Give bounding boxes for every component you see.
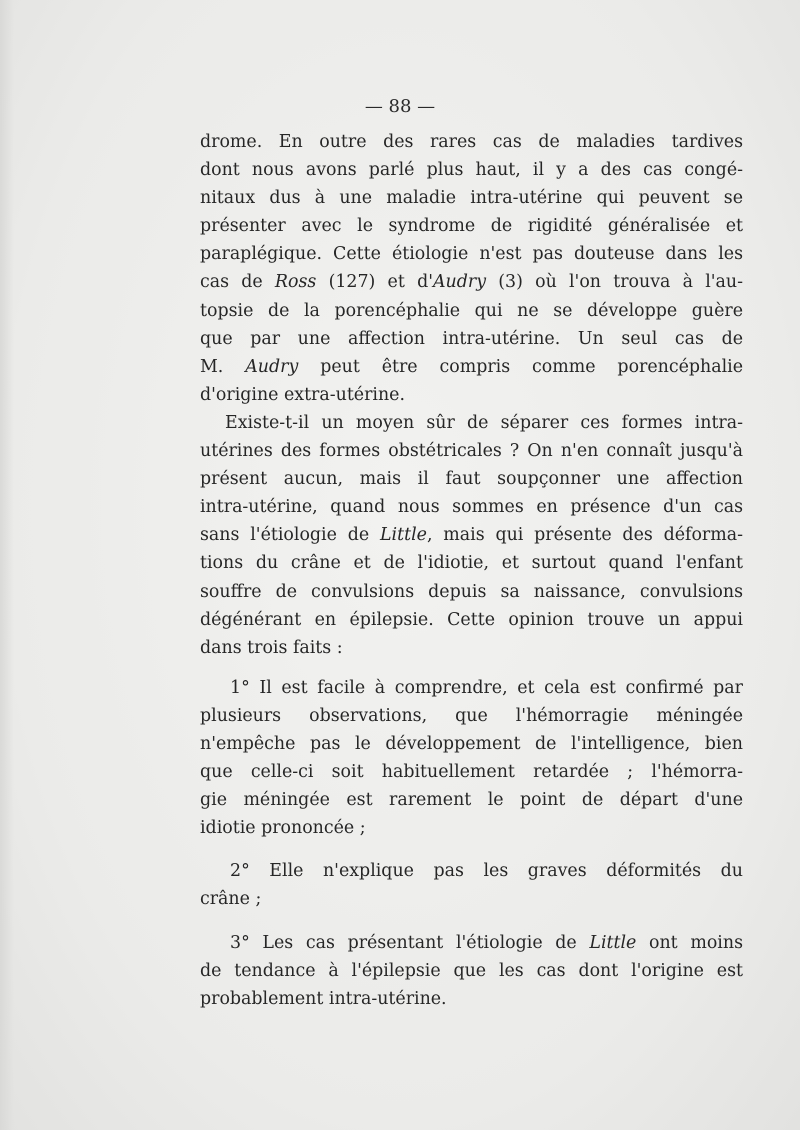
text-line: présenter avec le syndrome de rigidité généralisée et [200,216,743,237]
text-line: 3° Les cas présentant l'étiologie de Little ont moins [230,932,743,953]
text-line: M. Audry peut être compris comme porencéphalie [200,356,743,377]
text-line: présent aucun, mais il faut soupçonner une affection [200,469,743,490]
text-line: crâne ; [200,889,262,910]
text-line: d'origine extra-utérine. [200,384,405,405]
text-line: dégénérant en épilepsie. Cette opinion trouve un appui [200,609,743,630]
author-name: Little [589,932,637,953]
text-line: intra-utérine, quand nous sommes en présence d'un cas [200,497,743,518]
text-line: n'empêche pas le développement de l'intelligence, bien [200,733,743,754]
text-line: cas de Ross (127) et d'Audry (3) où l'on trouva à l'au- [200,272,744,293]
text-line: plusieurs observations, que l'hémorragie méningée [200,705,743,726]
author-name: Ross [274,272,317,293]
author-name: Audry [432,272,487,293]
text-line: probablement intra-utérine. [200,988,447,1009]
text-line: idiotie prononcée ; [200,818,366,839]
page-number: — 88 — [364,96,436,117]
text-line: souffre de convulsions depuis sa naissance, convulsions [200,581,743,602]
text-line: de tendance à l'épilepsie que les cas dont l'origine est [200,960,743,981]
text-line: tions du crâne et de l'idiotie, et surtout quand l'enfant [200,553,743,574]
text-line: que par une affection intra-utérine. Un seul cas de [200,328,743,349]
text-line: drome. En outre des rares cas de maladies tardives [200,132,743,152]
text-line: nitaux dus à une maladie intra-utérine qui peuvent se [200,188,743,209]
text-line: sans l'étiologie de Little, mais qui présente des déforma- [200,525,743,546]
author-name: Audry [245,356,299,377]
body-text [200,128,743,1013]
text-line: dans trois faits : [200,637,343,658]
text-line: paraplégique. Cette étiologie n'est pas douteuse dans les [200,244,743,265]
text-line: 1° Il est facile à comprendre, et cela est confirmé par [230,677,743,698]
text-line: gie méningée est rarement le point de départ d'une [200,790,743,811]
text-line: dont nous avons parlé plus haut, il y a des cas congé- [200,160,743,181]
author-name: Little [379,525,427,546]
text-line: que celle-ci soit habituellement retardée ; l'hémorra- [200,762,743,783]
text-line: 2° Elle n'explique pas les graves déformités du [230,861,743,882]
text-line: utérines des formes obstétricales ? On n'en connaît jusqu'à [200,441,743,462]
text-line: Existe-t-il un moyen sûr de séparer ces formes intra- [225,412,743,433]
page-edge-shadow [0,0,14,1130]
text-line: topsie de la porencéphalie qui ne se développe guère [200,300,743,321]
